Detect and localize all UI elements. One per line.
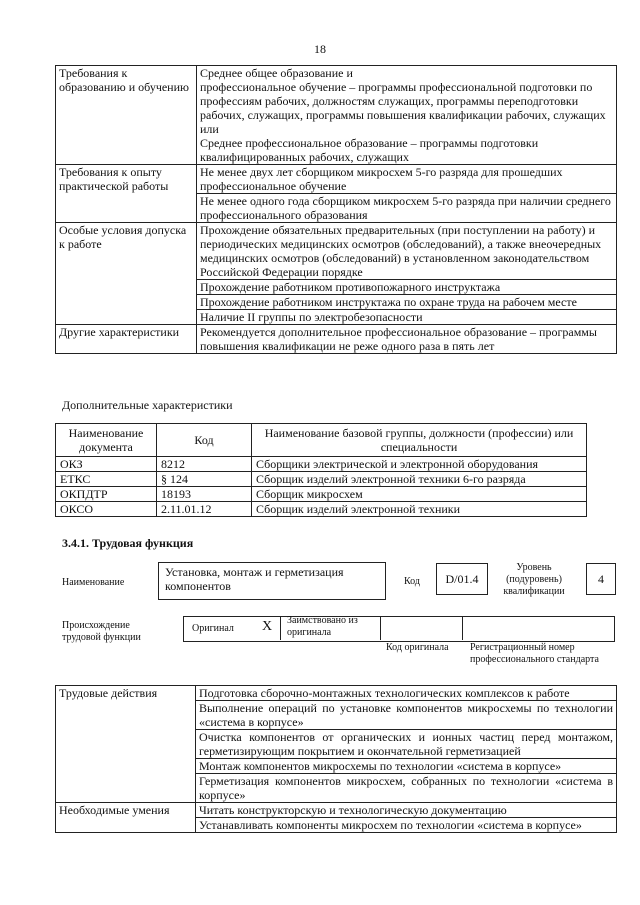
content-line: Монтаж компонентов микросхемы по технологии «система в корпусе» <box>196 759 616 774</box>
table-cell: ОКСО <box>56 502 157 517</box>
table-cell: ЕТКС <box>56 472 157 487</box>
table-cell: 2.11.01.12 <box>157 502 252 517</box>
table-cell: 18193 <box>157 487 252 502</box>
name-label: Наименование <box>62 577 125 588</box>
row-content <box>197 66 617 165</box>
table-row <box>56 223 617 325</box>
requirements-table <box>55 65 617 354</box>
origin-box <box>183 616 615 642</box>
row-label: Необходимые умения <box>56 803 196 833</box>
row-content <box>196 803 617 833</box>
table-cell: Сборщик микросхем <box>252 487 587 502</box>
table-row <box>56 686 617 803</box>
table-cell: Сборщики электрической и электронной оборудования <box>252 457 587 472</box>
code-original-label: Код оригинала <box>386 642 449 653</box>
function-name-box <box>158 562 386 600</box>
original-mark: X <box>262 619 273 634</box>
table-header-row <box>56 424 587 457</box>
actions-table <box>55 685 617 833</box>
row-label: Трудовые действия <box>56 686 196 803</box>
content-line: Герметизация компонентов микросхем, собранных по технологии «система в корпусе» <box>199 774 613 802</box>
table-row <box>56 66 617 165</box>
column-header: Код <box>157 424 252 457</box>
origin-divider <box>380 616 381 640</box>
content-line: Прохождение работником противопожарного инструктажа <box>197 280 616 295</box>
content-line: Подготовка сборочно-монтажных технологических комплексов к работе <box>196 686 616 701</box>
origin-divider <box>280 616 281 640</box>
table-row <box>56 803 617 833</box>
content-line: Прохождение работником инструктажа по охране труда на рабочем месте <box>197 295 616 310</box>
table-cell: ОКПДТР <box>56 487 157 502</box>
content-line: Читать конструкторскую и технологическую документацию <box>196 803 616 818</box>
table-row <box>56 487 587 502</box>
table-row <box>56 165 617 223</box>
level-value: 4 <box>586 563 616 595</box>
original-label: Оригинал <box>192 623 234 634</box>
borrowed-label: Заимствовано из оригинала <box>287 615 358 638</box>
content-line: Не менее двух лет сборщиком микросхем 5-го разряда для прошедших профессиональное обучение <box>197 165 616 194</box>
extra-heading: Дополнительные характеристики <box>62 398 233 412</box>
table-cell: § 124 <box>157 472 252 487</box>
row-content: Рекомендуется дополнительное профессиональное образование – программы повышения квалификации не реже одного раза в пять лет <box>197 325 617 354</box>
content-line: Выполнение операций по установке компонентов микросхемы по технологии «система в корпусе» <box>196 701 616 730</box>
table-row <box>56 502 587 517</box>
table-cell: 8212 <box>157 457 252 472</box>
content-line: Очистка компонентов от органических и ионных частиц перед монтажом, герметизирующим покрытием и окончательной герметизацией <box>196 730 616 759</box>
level-label: Уровень (подуровень) квалификации <box>503 562 565 597</box>
row-content <box>197 223 617 325</box>
extra-characteristics-table <box>55 423 587 517</box>
content-line: или <box>200 122 219 136</box>
origin-divider <box>462 616 463 640</box>
content-line: профессиональное обучение – программы профессиональной подготовки по профессиям рабочих, должностям служащих, программы переподготовки рабочих, служащих, программы повышения квалификации рабочих, служащих <box>200 80 606 122</box>
content-line: Не менее одного года сборщиком микросхем 5-го разряда при наличии среднего профессионального образования <box>200 194 611 222</box>
row-label: Особые условия допуска к работе <box>56 223 197 325</box>
table-cell: Сборщик изделий электронной техники <box>252 502 587 517</box>
content-line: Прохождение обязательных предварительных (при поступлении на работу) и периодических медицинских осмотров (обследований), а также внеочередных медицинских осмотров (обследований) в установленном законодательством Российской Федерации порядке <box>197 223 616 280</box>
content-line: Устанавливать компоненты микросхем по технологии «система в корпусе» <box>199 818 582 832</box>
table-row <box>56 472 587 487</box>
content-line: Среднее профессиональное образование – программы подготовки квалифицированных рабочих, служащих <box>200 136 539 164</box>
function-heading: 3.4.1. Трудовая функция <box>62 536 194 550</box>
column-header: Наименование базовой группы, должности (профессии) или специальности <box>252 424 587 457</box>
function-code: D/01.4 <box>436 563 488 595</box>
table-cell: ОКЗ <box>56 457 157 472</box>
content-line: Наличие II группы по электробезопасности <box>200 310 423 324</box>
column-header: Наименование документа <box>56 424 157 457</box>
table-row <box>56 457 587 472</box>
reg-number-label: Регистрационный номер профессионального стандарта <box>470 642 599 665</box>
row-content <box>197 165 617 223</box>
row-content <box>196 686 617 803</box>
origin-label: Происхождение трудовой функции <box>62 620 141 643</box>
content-line: Среднее общее образование и <box>200 66 353 80</box>
table-row <box>56 325 617 354</box>
page-number: 18 <box>314 42 326 56</box>
function-name: Установка, монтаж и герметизация компонентов <box>165 565 344 593</box>
row-label: Другие характеристики <box>56 325 197 354</box>
row-label: Требования к опыту практической работы <box>56 165 197 223</box>
code-label: Код <box>404 576 420 587</box>
row-label: Требования к образованию и обучению <box>56 66 197 165</box>
table-cell: Сборщик изделий электронной техники 6-го разряда <box>252 472 587 487</box>
